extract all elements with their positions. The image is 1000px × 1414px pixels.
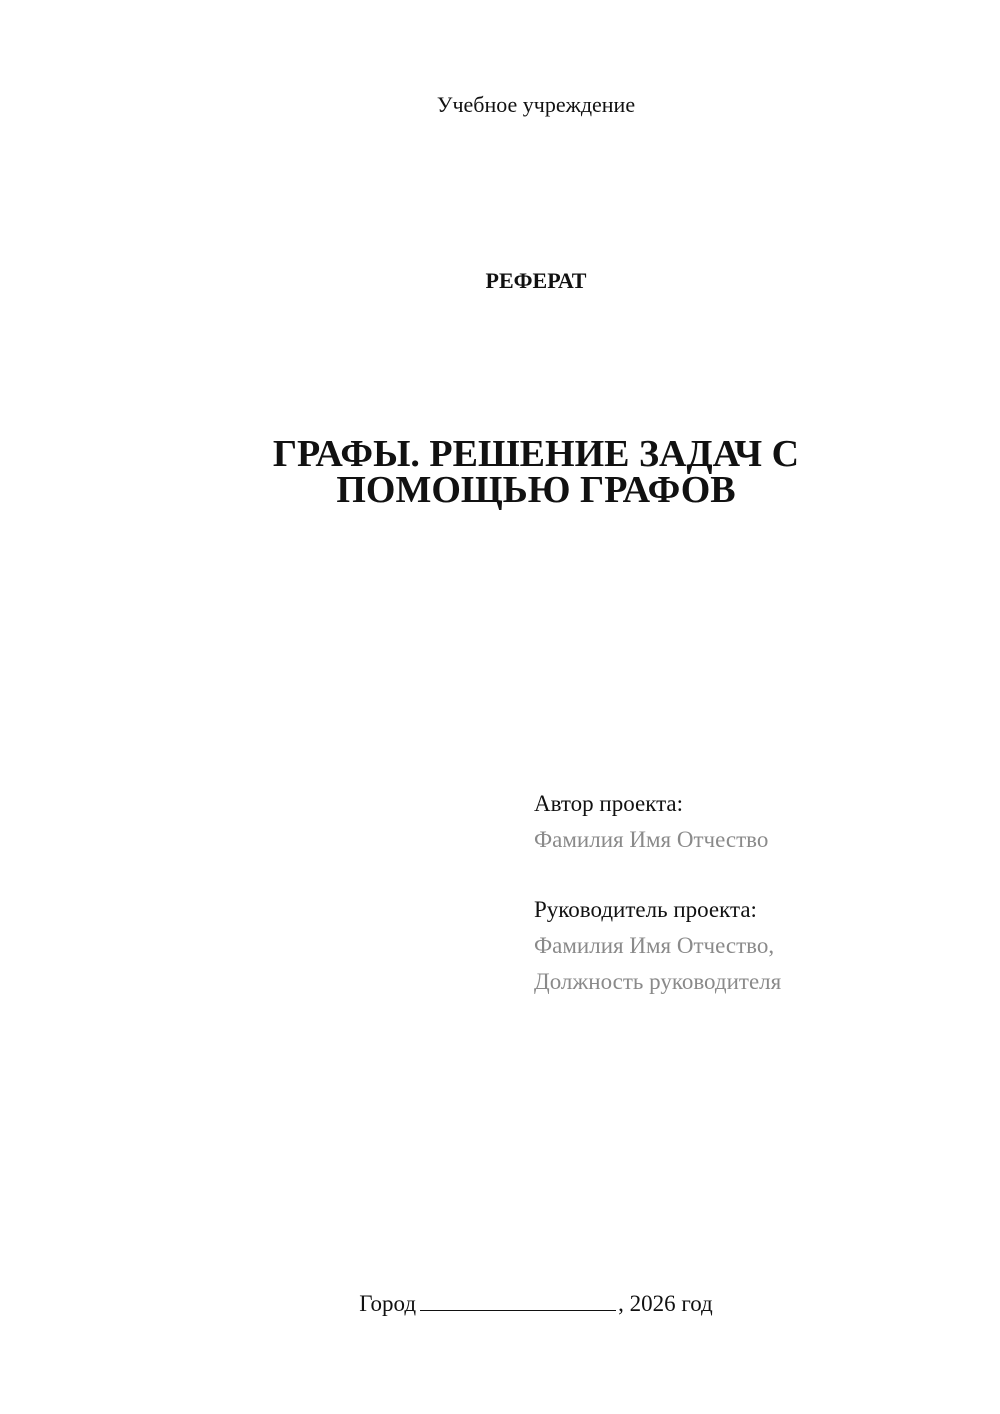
city-year-line bbox=[0, 1290, 1000, 1317]
document-title-line-1: ГРАФЫ. РЕШЕНИЕ ЗАДАЧ С bbox=[272, 433, 800, 475]
supervisor-block bbox=[534, 892, 781, 1000]
document-type: РЕФЕРАТ bbox=[485, 268, 587, 293]
author-name: Фамилия Имя Отчество bbox=[534, 827, 769, 852]
institution-name: Учебное учреждение bbox=[436, 92, 636, 117]
author-label: Автор проекта: bbox=[534, 791, 683, 816]
supervisor-label: Руководитель проекта: bbox=[534, 897, 757, 922]
author-block bbox=[534, 786, 768, 858]
supervisor-name: Фамилия Имя Отчество, bbox=[534, 933, 775, 958]
supervisor-position: Должность руководителя bbox=[534, 969, 782, 994]
city-label: Город bbox=[359, 1291, 417, 1316]
document-title bbox=[0, 433, 1000, 511]
city-blank-line bbox=[420, 1290, 616, 1311]
year-text: , 2026 год bbox=[618, 1291, 713, 1316]
document-title-line-2: ПОМОЩЬЮ ГРАФОВ bbox=[336, 469, 736, 511]
